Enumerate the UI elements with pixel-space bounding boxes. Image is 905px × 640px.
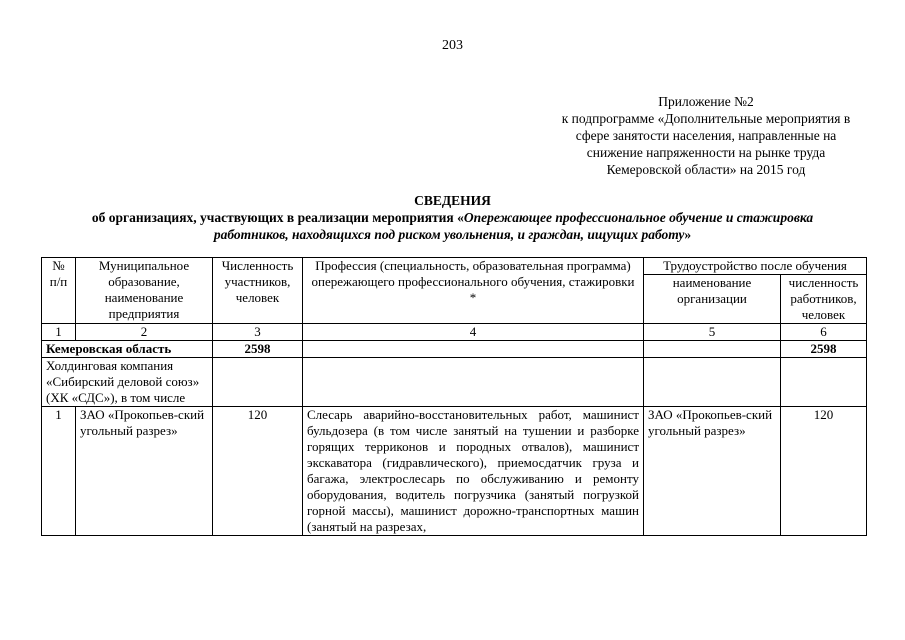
region-total-row	[42, 341, 867, 358]
region-employer	[644, 341, 781, 358]
appendix-note	[520, 93, 892, 178]
header-num: № п/п	[42, 258, 76, 324]
title-line-3	[0, 226, 905, 243]
column-numbers-row	[42, 324, 867, 341]
column-number: 4	[303, 324, 644, 341]
column-number: 3	[213, 324, 303, 341]
row-count: 120	[213, 407, 303, 536]
region-profession	[303, 341, 644, 358]
title-prefix: об организациях, участвующих в реализации мероприятия «	[91, 210, 464, 225]
title-line-2	[0, 209, 905, 226]
row-professions: Слесарь аварийно-восстановительных работ, машинист бульдозера (в том числе занятый на тушении и разборке горящих терриконов и породных отвалов), машинист экскаватора (гидравлического), приемосдатчик груза и багажа, электрослесарь по обслуживанию и ремонту оборудования, водитель погрузчика (занятый погрузкой горной массы), машинист дорожно-транспортных машин (занятый на разрезах,	[303, 407, 644, 536]
page-number: 203	[442, 38, 463, 53]
row-enterprise: ЗАО «Прокопьев-ский угольный разрез»	[76, 407, 213, 536]
header-municipality: Муниципальное образование, наименование предприятия	[76, 258, 213, 324]
row-employed: 120	[781, 407, 867, 536]
appendix-line: Приложение №2	[658, 94, 754, 109]
title-emphasis-2: работников, находящихся под риском увольнения, и граждан, ищущих работу	[213, 227, 685, 242]
header-count: Численность участников, человек	[213, 258, 303, 324]
holding-profession	[303, 358, 644, 407]
title-heading: СВЕДЕНИЯ	[414, 193, 491, 208]
column-number: 5	[644, 324, 781, 341]
region-count: 2598	[213, 341, 303, 358]
appendix-line: сфере занятости населения, направленные на	[575, 128, 837, 143]
header-employment-org: наименование организации	[644, 275, 781, 324]
appendix-line: снижение напряженности на рынке труда	[586, 145, 826, 160]
column-number: 2	[76, 324, 213, 341]
organizations-table	[41, 257, 867, 536]
region-employed: 2598	[781, 341, 867, 358]
holding-count	[213, 358, 303, 407]
holding-employer	[644, 358, 781, 407]
column-number: 1	[42, 324, 76, 341]
title-suffix: »	[684, 227, 692, 242]
header-employment: Трудоустройство после обучения	[644, 258, 867, 275]
row-num: 1	[42, 407, 76, 536]
row-employer: ЗАО «Прокопьев-ский угольный разрез»	[644, 407, 781, 536]
title-emphasis: Опережающее профессиональное обучение и стажировка	[463, 210, 814, 225]
holding-employed	[781, 358, 867, 407]
column-number: 6	[781, 324, 867, 341]
region-name: Кемеровская область	[42, 341, 213, 358]
appendix-line: к подпрограмме «Дополнительные мероприятия в	[561, 111, 851, 126]
header-profession: Профессия (специальность, образовательная программа) опережающего профессионального обучения, стажировки *	[303, 258, 644, 324]
table-header-row	[42, 258, 867, 275]
table-row	[42, 407, 867, 536]
header-employment-count: численность работников, человек	[781, 275, 867, 324]
holding-row	[42, 358, 867, 407]
appendix-line: Кемеровской области» на 2015 год	[606, 162, 806, 177]
holding-name: Холдинговая компания «Сибирский деловой союз» (ХК «СДС»), в том числе	[42, 358, 213, 407]
document-title	[0, 192, 905, 243]
